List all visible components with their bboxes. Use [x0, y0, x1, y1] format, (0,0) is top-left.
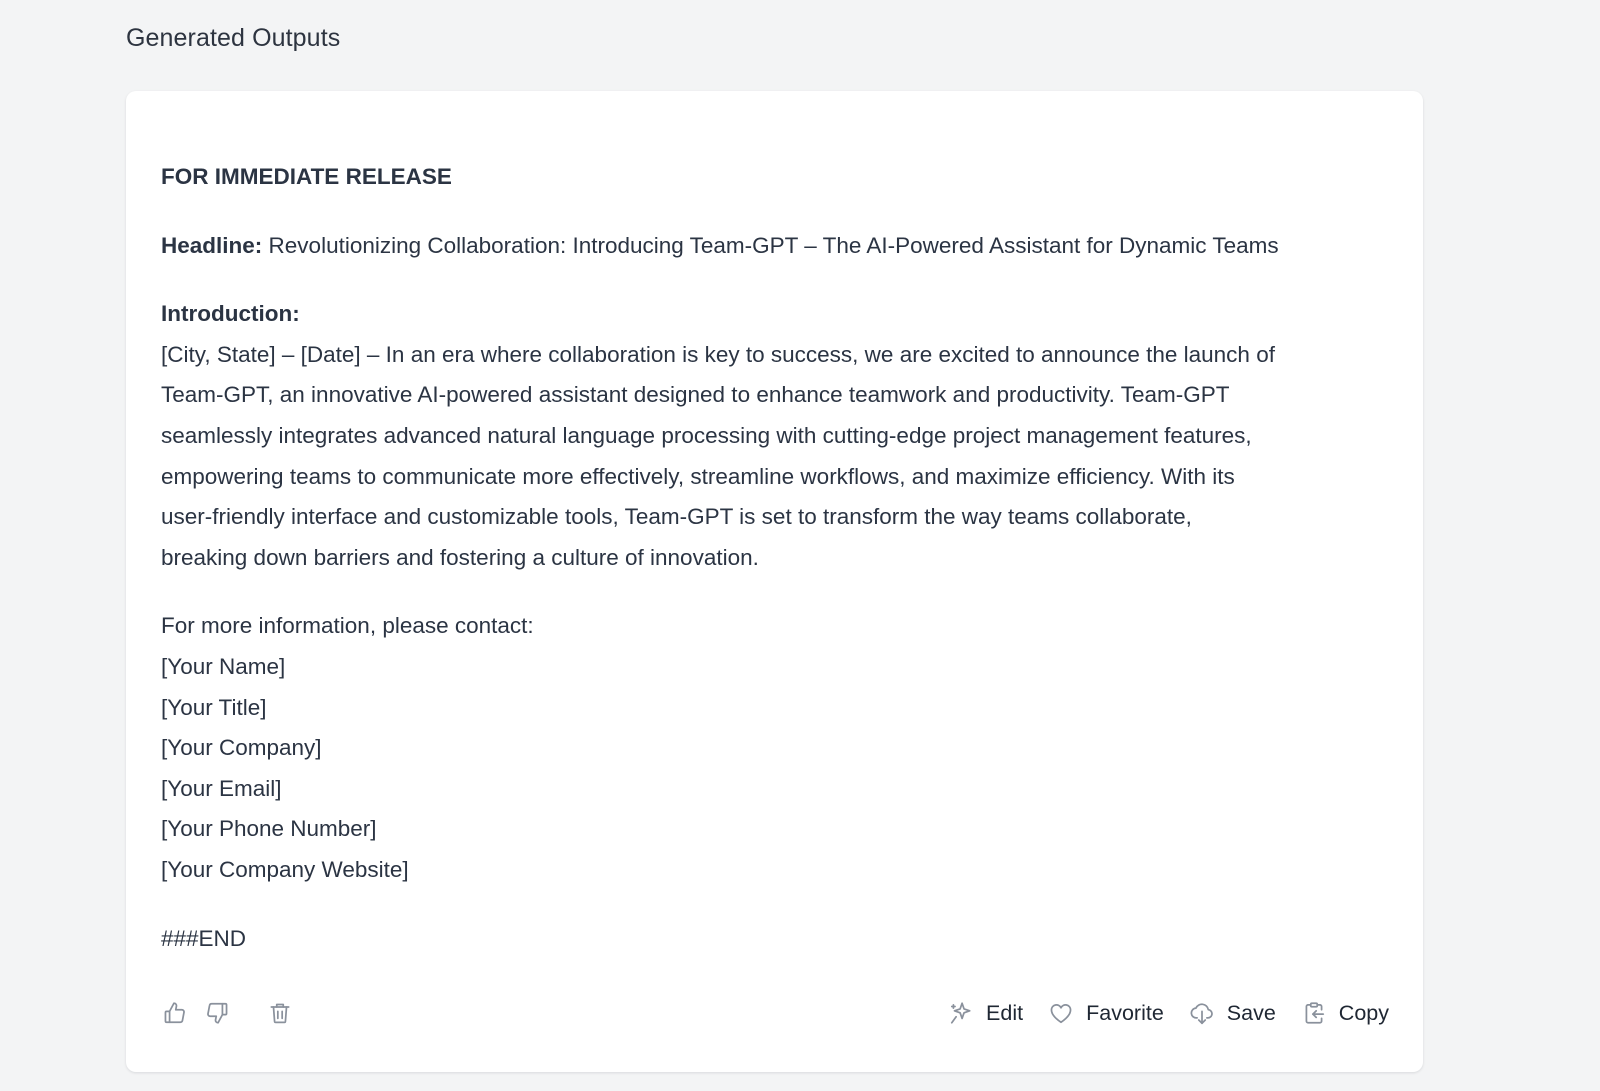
introduction-line: seamlessly integrates advanced natural language processing with cutting-edge project management features,: [161, 422, 1252, 448]
output-action-group: [948, 995, 1389, 1031]
introduction-line: breaking down barriers and fostering a culture of innovation.: [161, 544, 759, 570]
introduction-line: [City, State] – [Date] – In an era where collaboration is key to success, we are excited to announce the launch of: [161, 341, 1275, 367]
favorite-button[interactable]: [1048, 1000, 1164, 1026]
contact-name: [Your Name]: [161, 653, 286, 679]
output-content: [161, 157, 1401, 959]
sparkle-edit-icon: [948, 1000, 974, 1026]
output-actions-bar: [160, 995, 1389, 1031]
save-button[interactable]: [1189, 1000, 1276, 1026]
save-label: Save: [1226, 1000, 1276, 1025]
contact-title: [Your Title]: [161, 694, 267, 720]
copy-label: Copy: [1338, 1000, 1389, 1025]
generated-output-card: [126, 91, 1423, 1072]
section-title: Generated Outputs: [126, 24, 341, 52]
headline: [161, 226, 1401, 267]
contact-company: [Your Company]: [161, 735, 322, 761]
contact-email: [Your Email]: [161, 775, 282, 801]
copy-button[interactable]: [1301, 1000, 1389, 1026]
thumbs-down-icon: [204, 1000, 230, 1026]
thumbs-up-icon: [162, 1000, 188, 1026]
release-label: FOR IMMEDIATE RELEASE: [161, 164, 452, 189]
introduction: [161, 294, 1401, 578]
thumbs-down-button[interactable]: [202, 998, 232, 1028]
trash-icon: [267, 1000, 293, 1026]
contact-phone: [Your Phone Number]: [161, 816, 377, 842]
edit-button[interactable]: [948, 1000, 1023, 1026]
cloud-download-icon: [1189, 1000, 1215, 1026]
feedback-group: [160, 995, 295, 1031]
introduction-line: Team-GPT, an innovative AI-powered assistant designed to enhance teamwork and productivity. Team-GPT: [161, 382, 1230, 408]
favorite-label: Favorite: [1086, 1000, 1164, 1025]
clipboard-copy-icon: [1301, 1000, 1327, 1026]
thumbs-up-button[interactable]: [160, 998, 190, 1028]
contact-website: [Your Company Website]: [161, 856, 409, 882]
edit-label: Edit: [986, 1000, 1024, 1025]
contact-heading: For more information, please contact:: [161, 613, 534, 639]
contact-info: [161, 606, 1401, 890]
delete-button[interactable]: [265, 998, 295, 1028]
introduction-line: user-friendly interface and customizable tools, Team-GPT is set to transform the way teams collaborate,: [161, 504, 1192, 530]
introduction-label: Introduction:: [161, 301, 300, 327]
headline-text: Revolutionizing Collaboration: Introducing Team-GPT – The AI-Powered Assistant for Dynamic Teams: [268, 232, 1279, 258]
end-marker: ###END: [161, 925, 247, 951]
introduction-line: empowering teams to communicate more effectively, streamline workflows, and maximize efficiency. With its: [161, 463, 1235, 489]
headline-label: Headline:: [161, 232, 263, 258]
heart-icon: [1048, 1000, 1074, 1026]
